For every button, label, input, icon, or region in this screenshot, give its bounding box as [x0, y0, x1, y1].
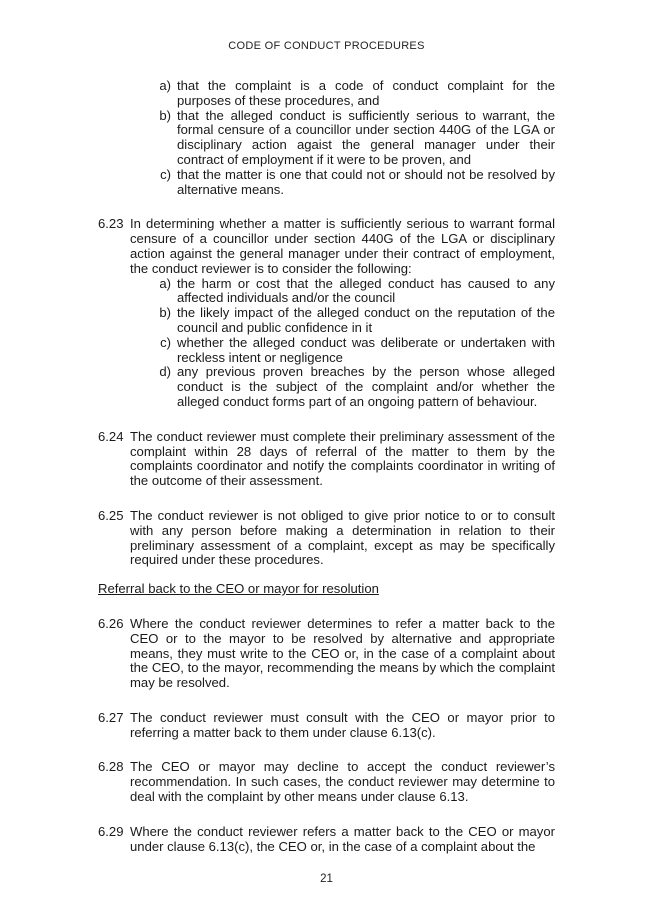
list-marker: c): [160, 334, 171, 350]
clause-text: The CEO or mayor may decline to accept the conduct reviewer’s recommendation. In such cases, the conduct reviewer may determine to deal with the complaint by other means under clause 6.13.: [130, 759, 555, 805]
clause-number: 6.27: [98, 709, 124, 725]
clause-6-25: [98, 509, 555, 568]
page-number: 21: [320, 873, 333, 885]
list-item-text: that the alleged conduct is sufficiently serious to warrant, the formal censure of a councillor under section 440G of the LGA or disciplinary action agaist the general manager under their contract of employment if it were to be proven, and: [177, 107, 555, 167]
page-content: [98, 79, 555, 854]
list-item-text: that the matter is one that could not or should not be resolved by alternative means.: [177, 166, 555, 197]
clause-text: The conduct reviewer must complete their preliminary assessment of the complaint within 28 days of referral of the matter to them by the complaints coordinator and notify the complaints coordinator in writing of the outcome of their assessment.: [130, 428, 555, 489]
list-item: [147, 168, 555, 198]
intro-criteria-list: [98, 79, 555, 197]
list-marker: b): [159, 107, 171, 123]
list-item-text: whether the alleged conduct was deliberate or undertaken with reckless intent or negligence: [177, 334, 555, 365]
list-item: [147, 336, 555, 366]
section-subheading: Referral back to the CEO or mayor for resolution: [98, 581, 379, 597]
list-marker: a): [159, 78, 171, 93]
seriousness-factors-list: [130, 277, 555, 410]
list-marker: b): [159, 305, 171, 321]
list-item: [147, 79, 555, 109]
clause-6-26: [98, 617, 555, 691]
clause-text: The conduct reviewer must consult with the CEO or mayor prior to referring a matter back to them under clause 6.13(c).: [130, 709, 555, 740]
clause-6-27: [98, 711, 555, 741]
clause-6-28: [98, 760, 555, 804]
page-header: CODE OF CONDUCT PROCEDURES: [228, 40, 425, 52]
clause-6-23: [98, 217, 555, 409]
clause-number: 6.29: [98, 823, 124, 839]
list-item: [147, 306, 555, 336]
list-item: [147, 277, 555, 307]
list-marker: d): [159, 364, 171, 380]
clause-number: 6.28: [98, 759, 124, 775]
clause-text: Where the conduct reviewer determines to refer a matter back to the CEO or to the mayor to be resolved by alternative and appropriate means, they must write to the CEO or, in the case of a complaint about the CEO, to the mayor, recommending the means by which the complaint may be resolved.: [130, 615, 555, 691]
list-item: [147, 109, 555, 168]
clause-number: 6.25: [98, 507, 124, 523]
clause-text: Where the conduct reviewer refers a matter back to the CEO or mayor under clause 6.13(c), the CEO or, in the case of a complaint about the: [130, 823, 555, 854]
clause-number: 6.26: [98, 615, 124, 631]
clause-6-24: [98, 430, 555, 489]
clause-number: 6.24: [98, 428, 124, 444]
clause-6-29: [98, 825, 555, 855]
list-marker: c): [160, 166, 171, 182]
clause-text: The conduct reviewer is not obliged to give prior notice to or to consult with any person before making a determination in relation to their preliminary assessment of a complaint, except as may be specifically required under these procedures.: [130, 507, 555, 568]
clause-text: In determining whether a matter is sufficiently serious to warrant formal censure of a councillor under section 440G of the LGA or disciplinary action against the general manager under their contract of employment, the conduct reviewer is to consider the following:: [130, 216, 555, 276]
clause-number: 6.23: [98, 216, 124, 232]
list-item-text: the harm or cost that the alleged conduct has caused to any affected individuals and/or the council: [177, 275, 555, 306]
list-item-text: any previous proven breaches by the person whose alleged conduct is the subject of the complaint and/or whether the alleged conduct forms part of an ongoing pattern of behaviour.: [177, 364, 555, 409]
list-marker: a): [159, 275, 171, 291]
list-item: [147, 365, 555, 409]
list-item-text: the likely impact of the alleged conduct on the reputation of the council and public confidence in it: [177, 305, 555, 335]
list-item-text: that the complaint is a code of conduct complaint for the purposes of these procedures, and: [177, 78, 555, 108]
